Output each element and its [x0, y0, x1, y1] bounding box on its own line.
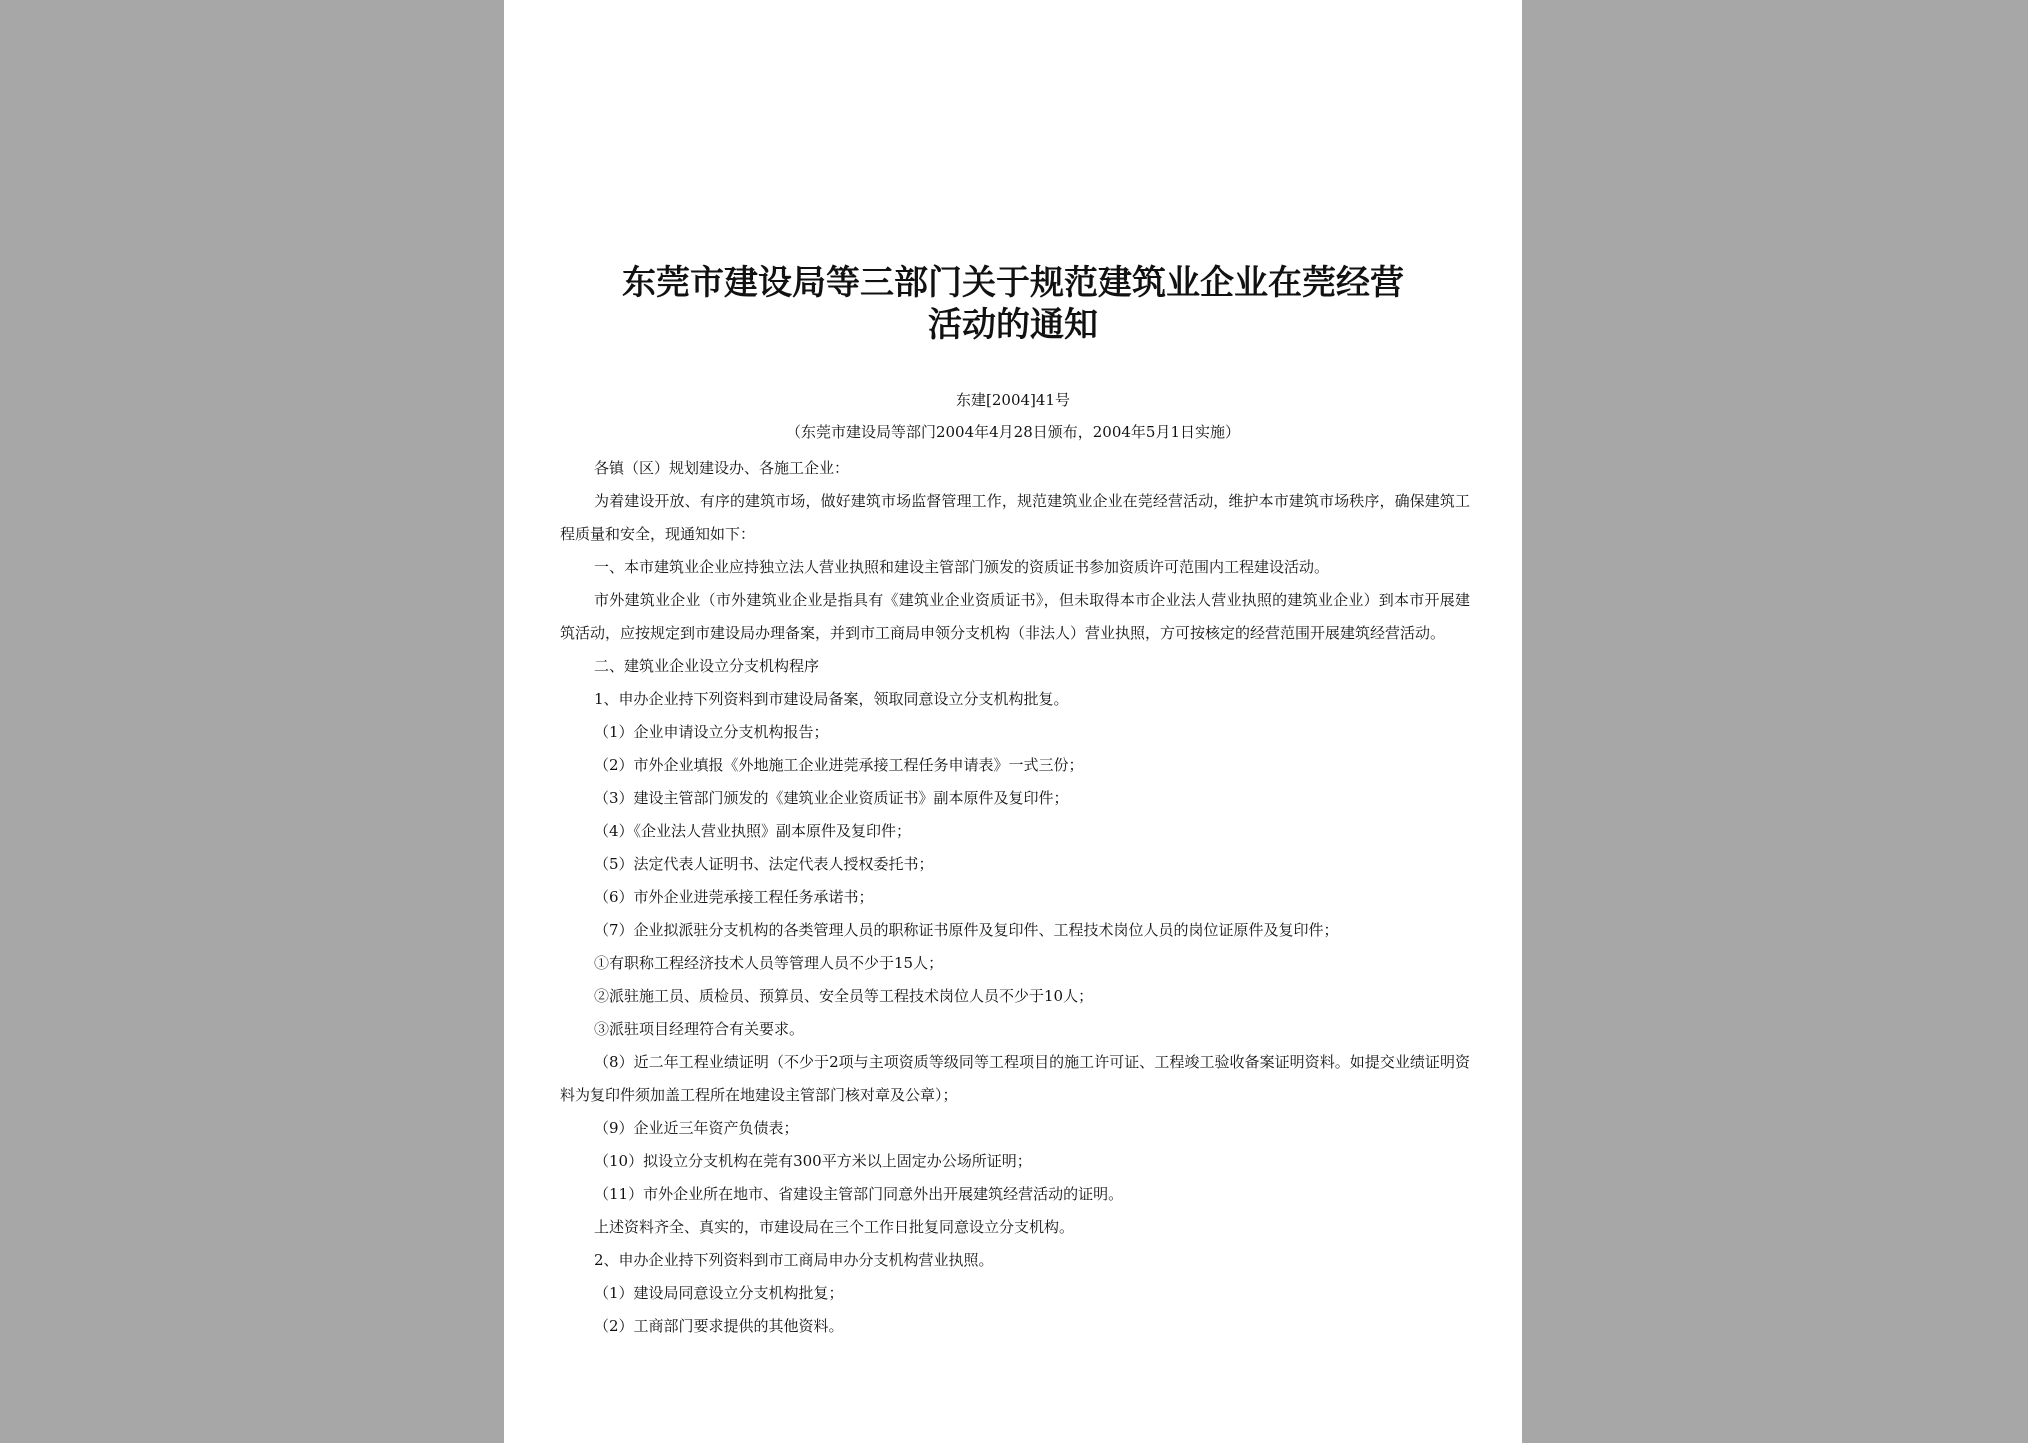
list-item: （8）近二年工程业绩证明（不少于2项与主项资质等级同等工程项目的施工许可证、工程竣工验收备案证明资料。如提交业绩证明资料为复印件须加盖工程所在地建设主管部门核对章及公章）；: [560, 1053, 1470, 1104]
list-item: （10）拟设立分支机构在莞有300平方米以上固定办公场所证明；: [594, 1152, 1032, 1170]
list-subitem: ③派驻项目经理符合有关要求。: [594, 1020, 805, 1038]
issue-date-line: （东莞市建设局等部门2004年4月28日颁布，2004年5月1日实施）: [785, 423, 1241, 441]
list-item: （1）企业申请设立分支机构报告；: [594, 723, 829, 741]
list-item: （11）市外企业所在地市、省建设主管部门同意外出开展建筑经营活动的证明。: [594, 1185, 1124, 1203]
document-body: [560, 452, 1470, 1343]
title-line-1: 东莞市建设局等三部门关于规范建筑业企业在莞经营: [622, 263, 1404, 303]
section-2-heading: 二、建筑业企业设立分支机构程序: [594, 657, 820, 675]
document-number: 东建[2004]41号: [956, 391, 1070, 409]
list-item: （3）建设主管部门颁发的《建筑业企业资质证书》副本原件及复印件；: [594, 789, 1069, 807]
list-item: （1）建设局同意设立分支机构批复；: [594, 1284, 844, 1302]
approval-note: 上述资料齐全、真实的，市建设局在三个工作日批复同意设立分支机构。: [594, 1218, 1075, 1236]
document-page: [504, 0, 1522, 1443]
list-subitem: ①有职称工程经济技术人员等管理人员不少于15人；: [594, 954, 944, 972]
list-item: （2）市外企业填报《外地施工企业进莞承接工程任务申请表》一式三份；: [594, 756, 1084, 774]
list-item: （7）企业拟派驻分支机构的各类管理人员的职称证书原件及复印件、工程技术岗位人员的岗位证原件及复印件；: [594, 921, 1339, 939]
list-item: （4）《企业法人营业执照》副本原件及复印件；: [594, 822, 912, 840]
document-title: [544, 262, 1482, 346]
list-item: （5）法定代表人证明书、法定代表人授权委托书；: [594, 855, 934, 873]
list-item: （6）市外企业进莞承接工程任务承诺书；: [594, 888, 874, 906]
section-1-paragraph: 一、本市建筑业企业应持独立法人营业执照和建设主管部门颁发的资质证书参加资质许可范围内工程建设活动。: [594, 558, 1330, 576]
step-1-heading: 1、申办企业持下列资料到市建设局备案，领取同意设立分支机构批复。: [594, 690, 1069, 708]
intro-paragraph: 为着建设开放、有序的建筑市场，做好建筑市场监督管理工作，规范建筑业企业在莞经营活动，维护本市建筑市场秩序，确保建筑工程质量和安全，现通知如下：: [560, 492, 1470, 543]
salutation: 各镇（区）规划建设办、各施工企业：: [594, 459, 850, 477]
list-item: （2）工商部门要求提供的其他资料。: [594, 1317, 844, 1335]
external-enterprise-paragraph: 市外建筑业企业（市外建筑业企业是指具有《建筑业企业资质证书》，但未取得本市企业法人营业执照的建筑业企业）到本市开展建筑活动，应按规定到市建设局办理备案，并到市工商局申领分支机构（非法人）营业执照，方可按核定的经营范围开展建筑经营活动。: [560, 591, 1470, 642]
list-subitem: ②派驻施工员、质检员、预算员、安全员等工程技术岗位人员不少于10人；: [594, 987, 1094, 1005]
step-2-heading: 2、申办企业持下列资料到市工商局申办分支机构营业执照。: [594, 1251, 994, 1269]
title-line-2: 活动的通知: [928, 305, 1098, 345]
list-item: （9）企业近三年资产负债表；: [594, 1119, 799, 1137]
